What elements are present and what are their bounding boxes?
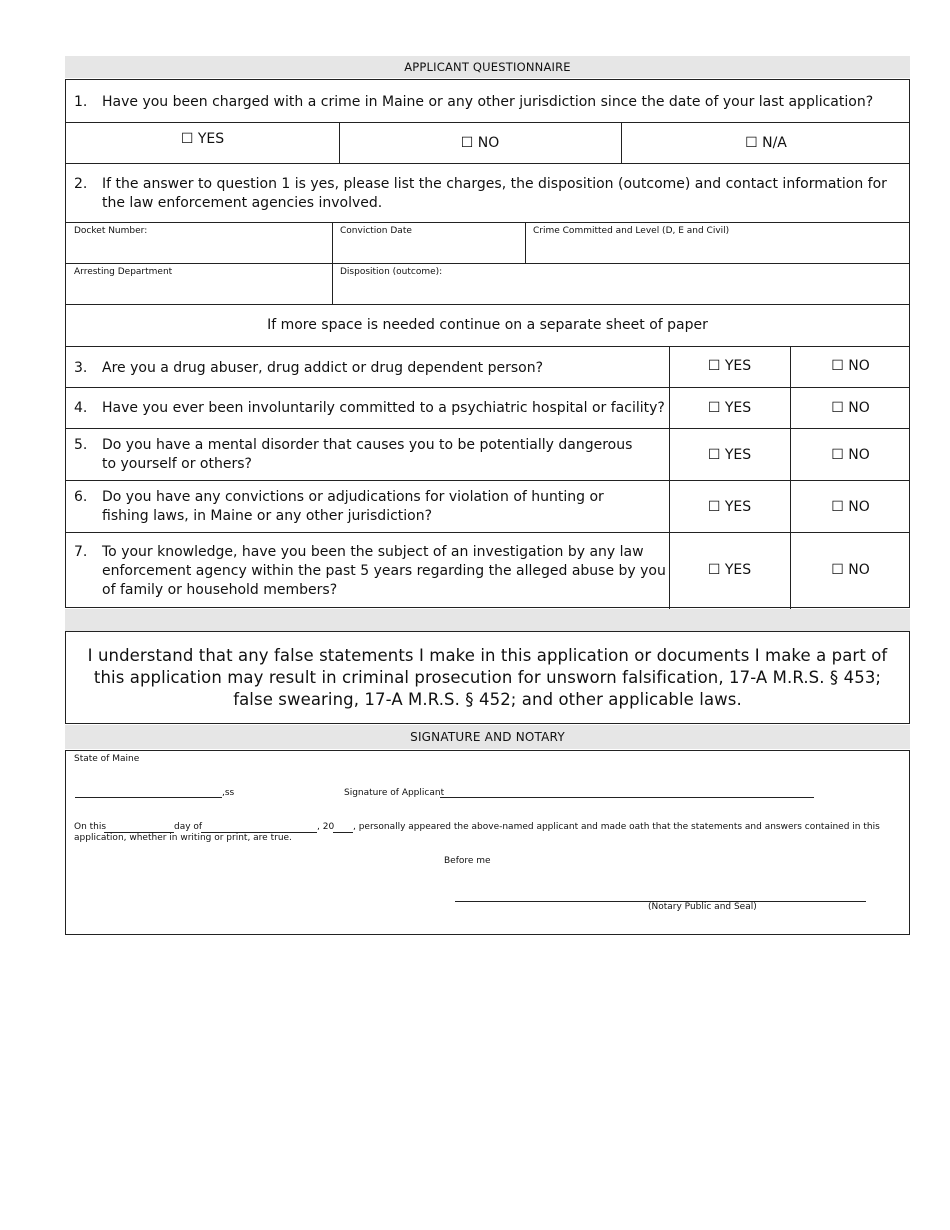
q7-yes-checkbox[interactable]: ☐ YES	[707, 562, 752, 578]
q7-no-checkbox[interactable]: ☐ NO	[831, 562, 870, 578]
question-4-number: 4.	[74, 400, 88, 416]
q3-no-checkbox[interactable]: ☐ NO	[831, 358, 870, 374]
q3-yes-checkbox[interactable]: ☐ YES	[707, 358, 752, 374]
question-1-text: Have you been charged with a crime in Maine or any other jurisdiction since the date of your last application?	[102, 94, 874, 110]
question-7-number: 7.	[74, 544, 88, 560]
q6-no-checkbox[interactable]: ☐ NO	[831, 499, 870, 515]
on-this-label: On this	[74, 822, 107, 832]
oath-text-line-1: , personally appeared the above-named applicant and made oath that the statements and answers contained in this	[353, 822, 880, 832]
question-3-text: Are you a drug abuser, drug addict or drug dependent person?	[102, 360, 544, 376]
year-prefix-label: , 20	[317, 822, 335, 832]
question-6-number: 6.	[74, 489, 88, 505]
declaration-text: I understand that any false statements I make in this application or documents I make a part of this application may result in criminal prosecution for unsworn falsification, 17-A M.R.S. § 453; false swearing, 17-A M.R.S. § 452; and other applicable laws.	[87, 646, 888, 709]
docket-number-field[interactable]: Docket Number:	[74, 226, 148, 236]
oath-text-line-2: application, whether in writing or print, are true.	[74, 833, 292, 843]
q1-no-checkbox[interactable]: ☐ NO	[460, 135, 500, 151]
q4-no-checkbox[interactable]: ☐ NO	[831, 400, 870, 416]
signature-header-text: SIGNATURE AND NOTARY	[410, 730, 565, 744]
q5-no-checkbox[interactable]: ☐ NO	[831, 447, 870, 463]
disposition-field[interactable]: Disposition (outcome):	[340, 267, 443, 277]
state-label: State of Maine	[74, 754, 140, 764]
question-6-text: Do you have any convictions or adjudications for violation of hunting or fishing laws, in Maine or any other jurisdiction?	[102, 489, 604, 524]
signature-applicant-label: Signature of Applicant	[344, 788, 445, 798]
question-5-text: Do you have a mental disorder that causes you to be potentially dangerous to yourself or others?	[102, 437, 633, 472]
signature-box	[65, 750, 910, 935]
notary-label: (Notary Public and Seal)	[648, 902, 757, 912]
q1-yes-checkbox[interactable]: ☐ YES	[180, 131, 225, 147]
question-2-text: If the answer to question 1 is yes, please list the charges, the disposition (outcome) and contact information for the law enforcement agencies involved.	[102, 176, 887, 211]
before-me-label: Before me	[444, 856, 491, 866]
q4-yes-checkbox[interactable]: ☐ YES	[707, 400, 752, 416]
signature-header	[65, 725, 910, 749]
more-space-note: If more space is needed continue on a separate sheet of paper	[267, 317, 708, 333]
crime-committed-field[interactable]: Crime Committed and Level (D, E and Civil)	[533, 226, 730, 236]
arresting-department-field[interactable]: Arresting Department	[74, 267, 173, 277]
q5-yes-checkbox[interactable]: ☐ YES	[707, 447, 752, 463]
q6-yes-checkbox[interactable]: ☐ YES	[707, 499, 752, 515]
question-3-number: 3.	[74, 360, 88, 376]
question-1-number: 1.	[74, 94, 88, 110]
separator-bar	[65, 609, 910, 631]
question-5-number: 5.	[74, 437, 88, 453]
questionnaire-table	[65, 79, 910, 608]
signature-applicant-line[interactable]	[440, 797, 814, 798]
question-2-number: 2.	[74, 176, 88, 192]
questionnaire-header-text: APPLICANT QUESTIONNAIRE	[404, 60, 571, 74]
q1-na-checkbox[interactable]: ☐ N/A	[745, 135, 787, 151]
day-of-label: day of	[174, 822, 203, 832]
ss-label: ,ss	[222, 788, 235, 798]
question-4-text: Have you ever been involuntarily committed to a psychiatric hospital or facility?	[102, 400, 665, 416]
questionnaire-header	[65, 56, 910, 78]
question-7-text: To your knowledge, have you been the subject of an investigation by any law enforcement agency within the past 5 years regarding the alleged abuse by you of family or household members?	[102, 544, 666, 598]
year-line[interactable]	[333, 832, 353, 833]
declaration-box	[65, 631, 910, 724]
county-line[interactable]	[75, 797, 222, 798]
conviction-date-field[interactable]: Conviction Date	[340, 226, 412, 236]
